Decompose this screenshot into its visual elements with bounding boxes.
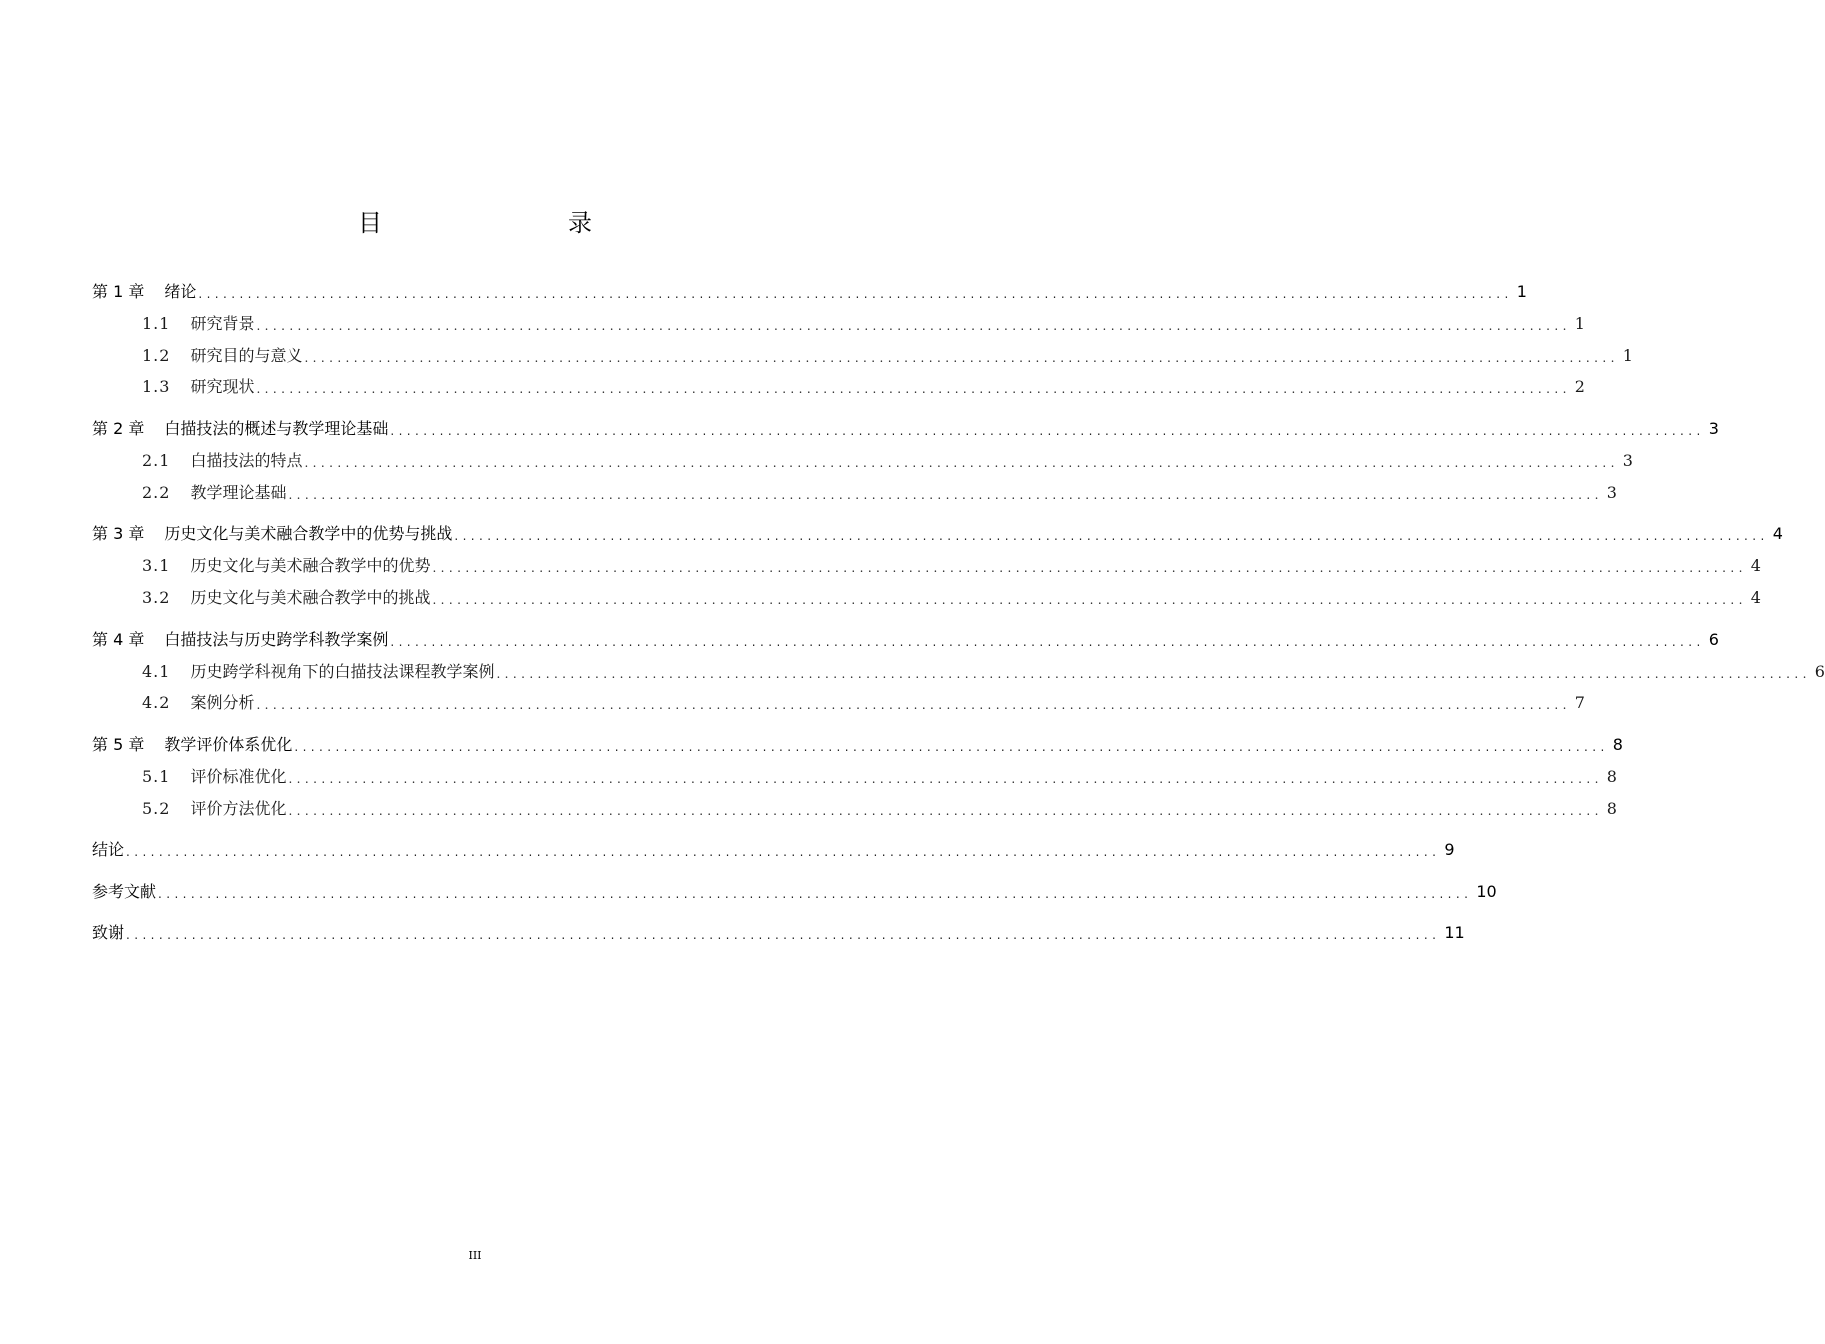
toc-entry-page: 3 (1622, 451, 1633, 470)
toc-entry-number: 第 1 章 (92, 282, 145, 301)
toc-entry-page: 1 (1574, 314, 1585, 333)
toc-entry-page: 2 (1574, 377, 1585, 396)
toc-dot-leader: ................................................................................................................................................................ (256, 698, 1571, 712)
toc-entry-title: 白描技法与历史跨学科教学案例 (164, 630, 389, 649)
toc-entry-title: 评价标准优化 (190, 767, 287, 786)
toc-entry-number: 1.3 (142, 377, 171, 396)
toc-entry-page: 6 (1708, 630, 1719, 649)
toc-entry-number: 2.1 (142, 451, 171, 470)
toc-section-entry[interactable] (92, 342, 1633, 366)
toc-section-entry[interactable] (92, 310, 1585, 334)
toc-entry-number: 3.2 (142, 588, 171, 607)
toc-section-entry[interactable] (92, 373, 1585, 397)
toc-chapter-entry[interactable] (92, 731, 1623, 755)
toc-entry-title: 教学理论基础 (190, 483, 287, 502)
toc-entry-title: 绪论 (164, 282, 197, 301)
toc-entry-title: 教学评价体系优化 (164, 735, 293, 754)
toc-entry-page: 9 (1444, 840, 1455, 859)
toc-entry-page: 8 (1606, 767, 1617, 786)
toc-chapter-entry[interactable] (92, 278, 1527, 302)
toc-section-entry[interactable] (92, 584, 1761, 608)
toc-entry-number: 3.1 (142, 556, 171, 575)
toc-dot-leader: ................................................................................................................................................................ (288, 804, 1603, 818)
toc-dot-leader: ................................................................................................................................................................ (126, 845, 1441, 859)
toc-entry-number: 5.2 (142, 799, 171, 818)
toc-entry-number: 1.2 (142, 346, 171, 365)
toc-entry-title: 历史文化与美术融合教学中的挑战 (190, 588, 431, 607)
toc-entry-page: 10 (1476, 882, 1497, 901)
toc-entry-number: 5.1 (142, 767, 171, 786)
toc-entry-page: 1 (1516, 282, 1527, 301)
toc-entry-number: 第 5 章 (92, 735, 145, 754)
toc-section-entry[interactable] (92, 795, 1617, 819)
toc-entry-number: 第 2 章 (92, 419, 145, 438)
toc-chapter-entry[interactable] (92, 520, 1783, 544)
toc-section-entry[interactable] (92, 658, 1825, 682)
toc-dot-leader: ................................................................................................................................................................ (158, 887, 1473, 901)
toc-dot-leader: ................................................................................................................................................................ (496, 667, 1811, 681)
toc-entry-page: 11 (1444, 923, 1465, 942)
toc-dot-leader: ................................................................................................................................................................ (288, 772, 1603, 786)
toc-chapter-entry[interactable] (92, 836, 1455, 860)
toc-entry-title: 白描技法的概述与教学理论基础 (164, 419, 389, 438)
toc-entry-number: 4.1 (142, 662, 171, 681)
toc-entry-number: 2.2 (142, 483, 171, 502)
toc-entry-page: 4 (1750, 556, 1761, 575)
toc-entry-title: 致谢 (92, 923, 125, 942)
toc-entry-page: 8 (1606, 799, 1617, 818)
toc-entry-page: 3 (1606, 483, 1617, 502)
toc-dot-leader: ................................................................................................................................................................ (304, 351, 1619, 365)
toc-section-entry[interactable] (92, 689, 1585, 713)
toc-entry-page: 3 (1708, 419, 1719, 438)
toc-dot-leader: ................................................................................................................................................................ (390, 635, 1705, 649)
toc-dot-leader: ................................................................................................................................................................ (256, 382, 1571, 396)
toc-dot-leader: ................................................................................................................................................................ (126, 928, 1441, 942)
toc-section-entry[interactable] (92, 479, 1617, 503)
toc-dot-leader: ................................................................................................................................................................ (432, 561, 1747, 575)
toc-section-entry[interactable] (92, 552, 1761, 576)
toc-entry-title: 案例分析 (190, 693, 255, 712)
toc-entry-title: 研究现状 (190, 377, 255, 396)
page-number: III (468, 1249, 482, 1262)
toc-entry-page: 4 (1750, 588, 1761, 607)
toc-dot-leader: ................................................................................................................................................................ (454, 529, 1769, 543)
toc-entry-number: 第 4 章 (92, 630, 145, 649)
toc-entry-page: 8 (1612, 735, 1623, 754)
toc-dot-leader: ................................................................................................................................................................ (198, 287, 1513, 301)
toc-entry-title: 结论 (92, 840, 125, 859)
toc-chapter-entry[interactable] (92, 415, 1719, 439)
page-title: 目 录 (358, 209, 638, 237)
table-of-contents (92, 0, 1825, 1000)
toc-entry-number: 4.2 (142, 693, 171, 712)
toc-dot-leader: ................................................................................................................................................................ (288, 488, 1603, 502)
toc-dot-leader: ................................................................................................................................................................ (432, 593, 1747, 607)
toc-chapter-entry[interactable] (92, 919, 1465, 943)
toc-entry-title: 历史跨学科视角下的白描技法课程教学案例 (190, 662, 495, 681)
toc-dot-leader: ................................................................................................................................................................ (294, 740, 1609, 754)
toc-entry-page: 6 (1814, 662, 1825, 681)
toc-dot-leader: ................................................................................................................................................................ (390, 424, 1705, 438)
toc-dot-leader: ................................................................................................................................................................ (256, 319, 1571, 333)
toc-entry-page: 1 (1622, 346, 1633, 365)
toc-section-entry[interactable] (92, 763, 1617, 787)
toc-entry-title: 白描技法的特点 (190, 451, 303, 470)
toc-chapter-entry[interactable] (92, 878, 1497, 902)
toc-entry-page: 4 (1772, 524, 1783, 543)
toc-entry-title: 研究目的与意义 (190, 346, 303, 365)
toc-section-entry[interactable] (92, 447, 1633, 471)
toc-dot-leader: ................................................................................................................................................................ (304, 456, 1619, 470)
toc-chapter-entry[interactable] (92, 626, 1719, 650)
toc-entry-title: 评价方法优化 (190, 799, 287, 818)
toc-entry-title: 参考文献 (92, 882, 157, 901)
toc-entry-title: 历史文化与美术融合教学中的优势与挑战 (164, 524, 453, 543)
toc-entry-page: 7 (1574, 693, 1585, 712)
toc-entry-title: 研究背景 (190, 314, 255, 333)
toc-entry-number: 第 3 章 (92, 524, 145, 543)
toc-entry-number: 1.1 (142, 314, 171, 333)
toc-entry-title: 历史文化与美术融合教学中的优势 (190, 556, 431, 575)
